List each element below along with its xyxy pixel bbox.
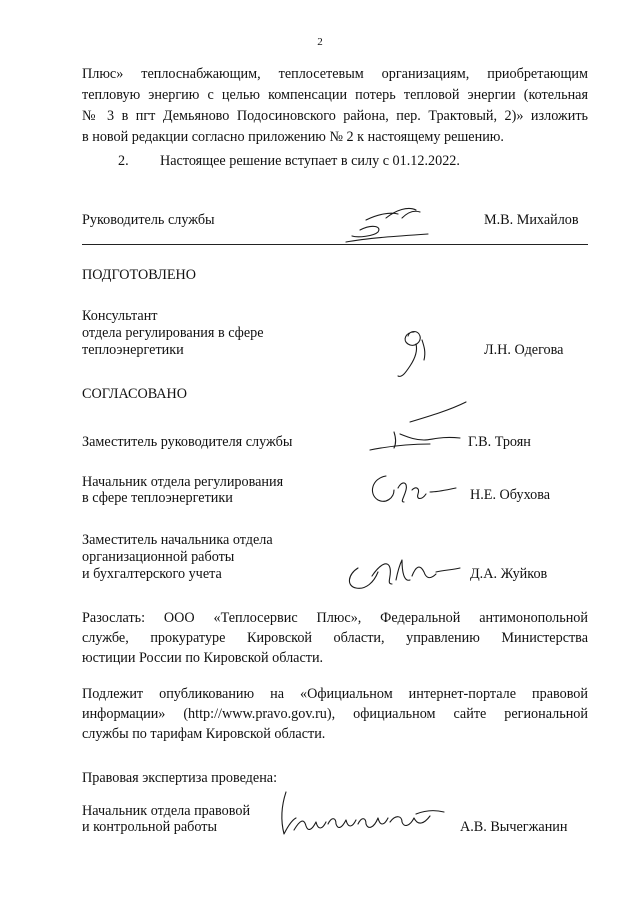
prepared-name: Л.Н. Одегова	[484, 342, 564, 358]
signer-3-handwritten-signature	[340, 550, 464, 596]
paragraph-line: юстиции России по Кировской области.	[82, 650, 324, 666]
prepared-position-line: Консультант	[82, 308, 158, 324]
paragraph-line: службы по тарифам Кировской области.	[82, 726, 326, 742]
head-handwritten-signature	[338, 200, 438, 246]
prepared-heading: ПОДГОТОВЛЕНО	[82, 267, 196, 283]
signer-name: Н.Е. Обухова	[470, 487, 551, 503]
paragraph-line: информации» (http://www.pravo.gov.ru), официальном сайте региональной	[82, 706, 588, 722]
legal-name: А.В. Вычегжанин	[460, 819, 568, 835]
agreed-heading: СОГЛАСОВАНО	[82, 386, 188, 402]
prepared-position-line: отдела регулирования в сфере	[82, 325, 264, 341]
signer-position-line: Заместитель руководителя службы	[82, 434, 293, 450]
signer-2-handwritten-signature	[364, 468, 464, 510]
signer-position-line: организационной работы	[82, 549, 235, 565]
intro-paragraph	[82, 64, 588, 148]
prepared-handwritten-signature	[392, 326, 442, 382]
signer-position-line: и бухгалтерского учета	[82, 566, 222, 582]
prepared-position-line: теплоэнергетики	[82, 342, 184, 358]
publication-paragraph	[82, 684, 588, 744]
signer-name: Г.В. Троян	[468, 434, 531, 450]
divider-line	[82, 244, 588, 245]
paragraph-line: Подлежит опубликованию на «Официальном интернет-портале правовой	[82, 686, 588, 702]
signer-name: Д.А. Жуйков	[470, 566, 548, 582]
distribution-paragraph	[82, 608, 588, 668]
clause-text: Настоящее решение вступает в силу с 01.12.2022.	[160, 153, 460, 169]
signer-position-line: в сфере теплоэнергетики	[82, 490, 233, 506]
paragraph-line: в новой редакции согласно приложению № 2 к настоящему решению.	[82, 129, 504, 145]
head-position: Руководитель службы	[82, 212, 215, 228]
signer-position-line: Заместитель начальника отдела	[82, 532, 273, 548]
signer-position-line: Начальник отдела регулирования	[82, 474, 284, 490]
head-name: М.В. Михайлов	[484, 212, 579, 228]
legal-review-note: Правовая экспертиза проведена:	[82, 770, 278, 786]
legal-position-line: и контрольной работы	[82, 819, 217, 835]
paragraph-line: тепловую энергию с целью компенсации потерь тепловой энергии (котельная	[82, 87, 588, 103]
signer-1-handwritten-signature	[370, 398, 474, 454]
paragraph-line: службе, прокуратуре Кировской области, управлению Министерства	[82, 630, 588, 646]
paragraph-line: Разослать: ООО «Теплосервис Плюс», Федеральной антимонопольной	[82, 610, 588, 626]
clause-number: 2.	[118, 153, 129, 169]
paragraph-line: Плюс» теплоснабжающим, теплосетевым организациям, приобретающим	[82, 66, 588, 82]
legal-handwritten-signature	[266, 790, 452, 842]
legal-position-line: Начальник отдела правовой	[82, 803, 251, 819]
paragraph-line: № 3 в пгт Демьяново Подосиновского района, пер. Трактовый, 2)» изложить	[82, 108, 588, 124]
page-number: 2	[317, 36, 323, 48]
